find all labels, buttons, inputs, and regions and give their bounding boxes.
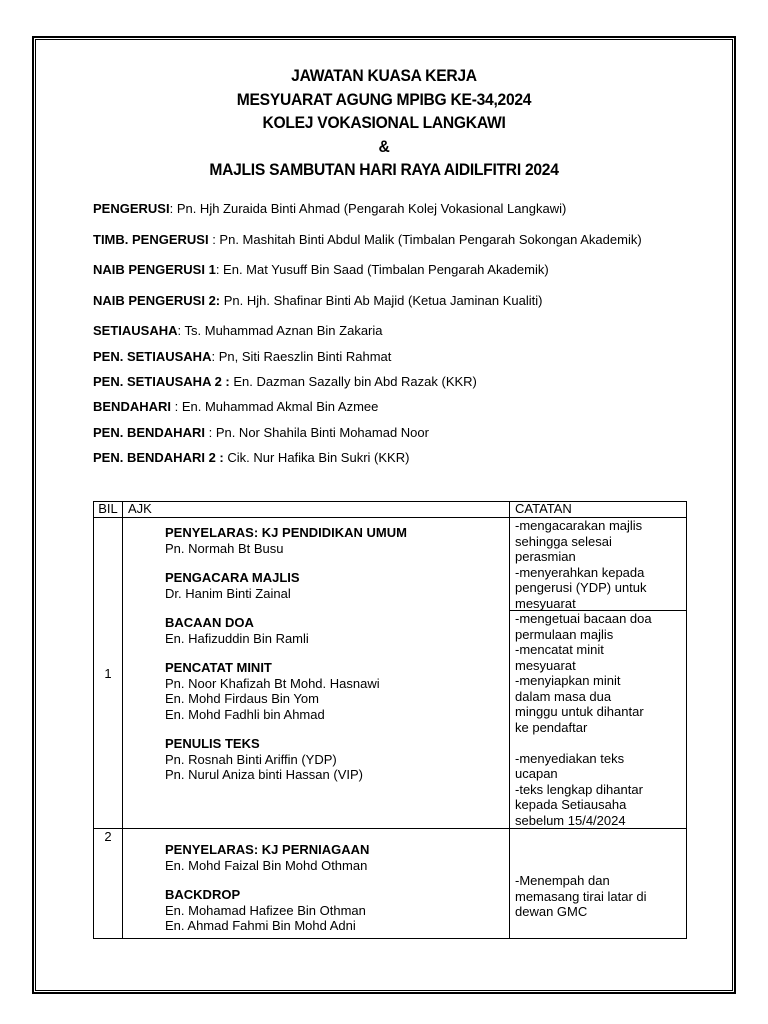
- role-value: En. Muhammad Akmal Bin Azmee: [181, 399, 379, 414]
- ajk-group: [165, 736, 509, 783]
- catatan-line: mesyuarat: [515, 595, 576, 611]
- role-setiausaha: [93, 323, 383, 338]
- catatan-line: -menyediakan teks: [515, 750, 625, 766]
- row-catatan-cell: [510, 518, 687, 829]
- catatan-line: memasang tirai latar di: [515, 888, 647, 904]
- catatan-line: -Menempah dan: [515, 873, 610, 888]
- role-label: PEN. BENDAHARI 2 :: [93, 450, 224, 465]
- member-name: Pn. Noor Khafizah Bt Mohd. Hasnawi: [165, 675, 380, 691]
- group-heading: PENYELARAS: KJ PENDIDIKAN UMUM: [165, 525, 407, 540]
- title-line-4: &: [378, 136, 390, 156]
- table-row: [94, 829, 687, 939]
- ajk-group: [165, 615, 509, 646]
- title-line-2: MESYUARAT AGUNG MPIBG KE-34,2024: [236, 89, 532, 109]
- ajk-group: [165, 570, 509, 601]
- role-pen-bendahari-2: [93, 450, 409, 465]
- row-ajk-cell: [123, 518, 510, 829]
- member-name: Pn. Rosnah Binti Ariffin (YDP): [165, 751, 337, 767]
- role-separator: :: [204, 425, 216, 440]
- member-name: En. Ahmad Fahmi Bin Mohd Adni: [165, 918, 356, 933]
- role-value: Pn, Siti Raeszlin Binti Rahmat: [218, 349, 392, 364]
- row-catatan-cell: [510, 829, 687, 939]
- catatan-line: ke pendaftar: [515, 719, 588, 735]
- catatan-block: [510, 518, 686, 611]
- group-heading: BACKDROP: [165, 887, 241, 902]
- group-heading: PENGACARA MAJLIS: [165, 570, 300, 585]
- ajk-group: [165, 887, 509, 934]
- title-line-3: KOLEJ VOKASIONAL LANGKAWI: [262, 113, 506, 132]
- catatan-line: dalam masa dua: [515, 688, 612, 704]
- group-heading: PENYELARAS: KJ PERNIAGAAN: [165, 842, 370, 857]
- role-label: NAIB PENGERUSI 2:: [93, 293, 221, 308]
- header-ajk: AJK: [123, 502, 510, 518]
- ajk-group: [165, 525, 509, 556]
- role-value: Pn. Hjh. Shafinar Binti Ab Majid (Ketua Jaminan Kualiti): [223, 293, 543, 308]
- role-pen-setiausaha: [93, 349, 391, 364]
- role-label: TIMB. PENGERUSI: [93, 232, 209, 247]
- row-bil: 1: [94, 518, 123, 829]
- catatan-line: pengerusi (YDP) untuk: [515, 580, 647, 595]
- member-name: En. Mohd Fadhli bin Ahmad: [165, 706, 325, 722]
- catatan-line: permulaan majlis: [515, 626, 614, 642]
- group-heading: PENCATAT MINIT: [165, 660, 272, 675]
- ajk-group: [165, 660, 509, 722]
- catatan-line: ucapan: [515, 766, 558, 781]
- role-naib-pengerusi-2: [93, 293, 542, 308]
- role-pen-setiausaha-2: [93, 374, 477, 389]
- row-bil: 2: [94, 829, 123, 939]
- catatan-line: perasmian: [515, 549, 576, 564]
- role-separator: :: [171, 399, 182, 414]
- ajk-table: [93, 501, 687, 939]
- catatan-line: kepada Setiausaha: [515, 797, 627, 812]
- header-bil: BIL: [94, 502, 123, 518]
- catatan-line: sehingga selesai: [515, 533, 612, 549]
- row-ajk-cell: [123, 829, 510, 939]
- role-value: Ts. Muhammad Aznan Bin Zakaria: [184, 323, 383, 338]
- group-heading: BACAAN DOA: [165, 615, 254, 630]
- role-naib-pengerusi-1: [93, 262, 549, 277]
- member-name: Pn. Normah Bt Busu: [165, 540, 284, 556]
- role-timb-pengerusi: [93, 232, 642, 247]
- catatan-line: minggu untuk dihantar: [515, 704, 644, 719]
- group-heading: PENULIS TEKS: [165, 736, 260, 751]
- role-value: Pn. Hjh Zuraida Binti Ahmad (Pengarah Kolej Vokasional Langkawi): [176, 201, 567, 216]
- role-label: BENDAHARI: [93, 399, 171, 414]
- role-value: Pn. Mashitah Binti Abdul Malik (Timbalan Pengarah Sokongan Akademik): [219, 232, 642, 247]
- role-separator: :: [208, 232, 220, 247]
- catatan-line: -mencatat minit: [515, 642, 604, 657]
- ajk-group: [165, 842, 509, 873]
- role-value: Cik. Nur Hafika Bin Sukri (KKR): [227, 450, 410, 465]
- catatan-line: -teks lengkap dihantar: [515, 781, 643, 797]
- catatan-line: dewan GMC: [515, 904, 588, 919]
- catatan-spacer: [515, 735, 682, 751]
- table-header-row: [94, 502, 687, 518]
- role-value: En. Dazman Sazally bin Abd Razak (KKR): [233, 374, 477, 389]
- role-pengerusi: [93, 201, 566, 216]
- member-name: En. Hafizuddin Bin Ramli: [165, 630, 309, 646]
- catatan-line: mesyuarat: [515, 657, 576, 673]
- role-pen-bendahari: [93, 425, 429, 440]
- table-row: [94, 518, 687, 829]
- catatan-line: -menyiapkan minit: [515, 673, 621, 688]
- title-line-1: JAWATAN KUASA KERJA: [291, 66, 477, 85]
- role-bendahari: [93, 399, 378, 414]
- member-name: En. Mohd Firdaus Bin Yom: [165, 691, 319, 706]
- role-separator: :: [211, 349, 219, 364]
- role-separator: :: [215, 262, 224, 277]
- role-value: Pn. Nor Shahila Binti Mohamad Noor: [215, 425, 429, 440]
- role-label: NAIB PENGERUSI 1: [93, 262, 216, 277]
- catatan-line: -mengacarakan majlis: [515, 518, 643, 533]
- title-line-5: MAJLIS SAMBUTAN HARI RAYA AIDILFITRI 2024: [209, 160, 559, 179]
- role-label: PEN. SETIAUSAHA 2 :: [93, 374, 230, 389]
- role-value: En. Mat Yusuff Bin Saad (Timbalan Pengarah Akademik): [223, 262, 549, 277]
- member-name: Pn. Nurul Aniza binti Hassan (VIP): [165, 767, 363, 782]
- role-label: PENGERUSI: [93, 201, 170, 216]
- role-separator: :: [169, 201, 177, 216]
- catatan-line: -mengetuai bacaan doa: [515, 611, 652, 626]
- role-label: SETIAUSAHA: [93, 323, 178, 338]
- catatan-line: sebelum 15/4/2024: [515, 812, 626, 828]
- catatan-block: [510, 611, 686, 828]
- role-label: PEN. SETIAUSAHA: [93, 349, 212, 364]
- document-title: [0, 64, 768, 182]
- member-name: Dr. Hanim Binti Zainal: [165, 585, 291, 601]
- header-catatan: CATATAN: [510, 502, 687, 518]
- role-label: PEN. BENDAHARI: [93, 425, 205, 440]
- member-name: En. Mohd Faizal Bin Mohd Othman: [165, 857, 368, 873]
- member-name: En. Mohamad Hafizee Bin Othman: [165, 902, 366, 918]
- catatan-line: -menyerahkan kepada: [515, 564, 645, 580]
- role-separator: :: [177, 323, 185, 338]
